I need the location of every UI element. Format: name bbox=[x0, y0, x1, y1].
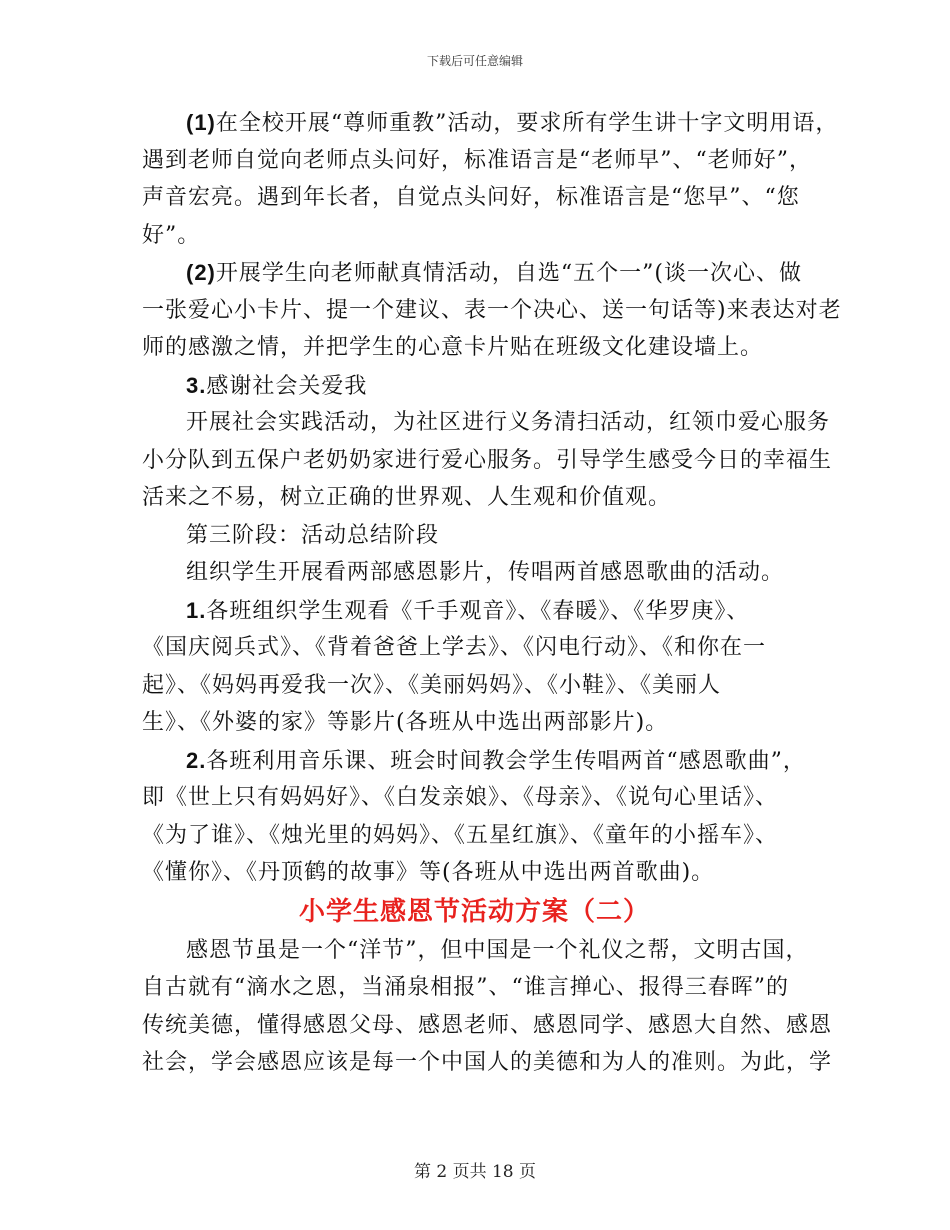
paragraph-films-list bbox=[142, 592, 807, 742]
text-line bbox=[142, 742, 807, 780]
text-line: 组织学生开展看两部感恩影片，传唱两首感恩歌曲的活动。 bbox=[186, 560, 785, 585]
text-line bbox=[142, 592, 807, 630]
line-text: 各班组织学生观看《千手观音》、《春暖》、《华罗庚》、 bbox=[206, 598, 750, 624]
text-line: 师的感激之情，并把学生的心意卡片贴在班级文化建设墙上。 bbox=[142, 335, 764, 360]
text-line: 生》、《外婆的家》等影片(各班从中选出两部影片)。 bbox=[142, 710, 669, 735]
text-line: 开展社会实践活动，为社区进行义务清扫活动，红领巾爱心服务 bbox=[186, 410, 831, 435]
text-line: 声音宏亮。遇到年长者，自觉点头问好，标准语言是“您早”、“您 bbox=[142, 185, 800, 210]
text-line: 《懂你》、《丹顶鹤的故事》等(各班从中选出两首歌曲)。 bbox=[142, 860, 715, 885]
page-header: 下载后可任意编辑 bbox=[426, 54, 523, 68]
list-number: (2) bbox=[186, 260, 216, 285]
text-line: 社会，学会感恩应该是每一个中国人的美德和为人的准则。为此，学 bbox=[142, 1050, 833, 1075]
line-text: 各班利用音乐课、班会时间教会学生传唱两首“感恩歌曲”， bbox=[206, 748, 806, 774]
text-line: 好”。 bbox=[142, 222, 201, 248]
paragraph-films-songs bbox=[142, 554, 807, 592]
page-footer: 第 2 页共 18 页 bbox=[413, 1162, 537, 1182]
paragraph-five-ones bbox=[142, 254, 842, 367]
text-line: 起》、《妈妈再爱我一次》、《美丽妈妈》、《小鞋》、《美丽人 bbox=[142, 672, 722, 698]
text-line: 第三阶段：活动总结阶段 bbox=[186, 522, 440, 548]
list-number: 1. bbox=[186, 597, 207, 623]
list-number: 2. bbox=[186, 747, 207, 773]
line-text: 在全校开展“尊师重教”活动，要求所有学生讲十字文明用语， bbox=[215, 111, 839, 136]
list-number: (1) bbox=[186, 110, 216, 135]
subheading-thank-society bbox=[142, 367, 807, 405]
text-line bbox=[142, 254, 807, 292]
paragraph-respect-teachers bbox=[142, 104, 839, 254]
text-line bbox=[142, 104, 839, 142]
text-line: 《国庆阅兵式》、《背着爸爸上学去》、《闪电行动》、《和你在一 bbox=[142, 635, 767, 660]
paragraph-social-practice bbox=[142, 404, 833, 517]
paragraph-songs-list bbox=[142, 742, 807, 892]
text-line: 感恩节虽是一个“洋节”，但中国是一个礼仪之帮，文明古国， bbox=[186, 937, 809, 963]
text-line: 传统美德，懂得感恩父母、感恩老师、感恩同学、感恩大自然、感恩 bbox=[142, 1012, 833, 1038]
text-line: 活来之不易，树立正确的世界观、人生观和价值观。 bbox=[142, 485, 672, 510]
section-title: 小学生感恩节活动方案（二） bbox=[298, 896, 650, 927]
text-line: 自古就有“滴水之恩，当涌泉相报”、“谁言掸心、报得三春晖”的 bbox=[142, 975, 789, 1000]
line-text: 开展学生向老师献真情活动，自选“五个一”(谈一次心、做 bbox=[215, 261, 802, 286]
list-number: 3. bbox=[186, 372, 207, 398]
text-line bbox=[142, 367, 807, 405]
stage-three-heading bbox=[142, 517, 807, 555]
text-line: 一张爱心小卡片、提一个建议、表一个决心、送一句话等)来表达对老 bbox=[142, 297, 842, 323]
text-line: 小分队到五保户老奶奶家进行爱心服务。引导学生感受今日的幸福生 bbox=[142, 447, 833, 473]
text-line: 《为了谁》、《烛光里的妈妈》、《五星红旗》、《童年的小摇车》、 bbox=[142, 822, 779, 848]
text-line: 遇到老师自觉向老师点头问好，标准语言是“老师早”、“老师好”， bbox=[142, 147, 812, 173]
paragraph-thanksgiving-intro bbox=[142, 932, 833, 1082]
document-body bbox=[142, 104, 842, 1082]
line-text: 感谢社会关爱我 bbox=[206, 373, 368, 399]
text-line: 即《世上只有妈妈好》、《白发亲娘》、《母亲》、《说句心里话》、 bbox=[142, 785, 779, 810]
